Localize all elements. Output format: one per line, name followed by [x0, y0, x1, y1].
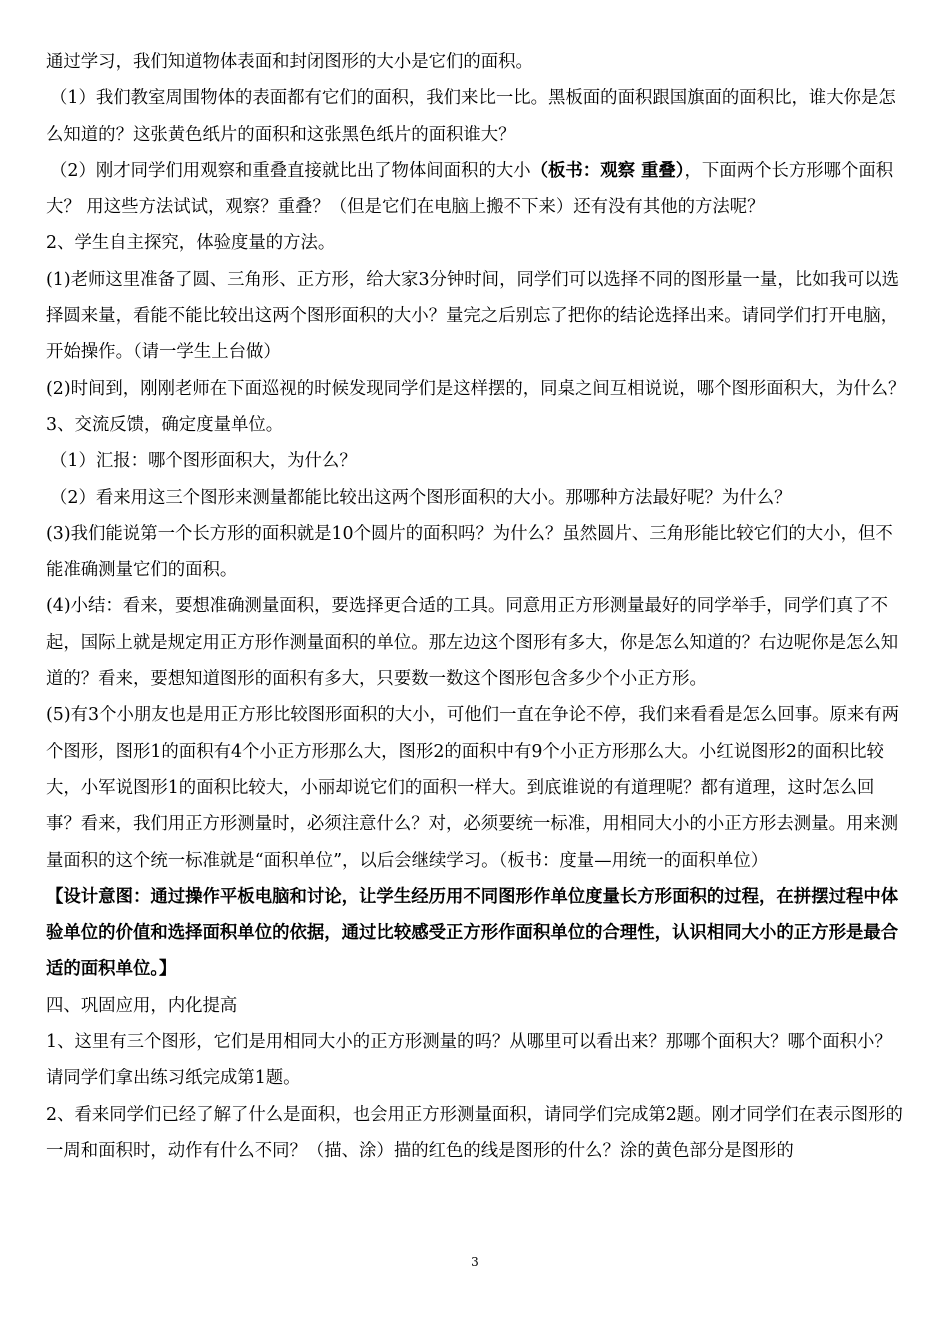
section-heading-apply: 四、巩固应用，内化提高: [46, 995, 238, 1016]
document-body: [46, 44, 908, 1169]
paragraph-step-2-text-c: ，下面两个长方形哪个面积大？ 用这些方法试试，观察？重叠？（但是它们在电脑上搬不下来）还有没有其他的方法呢？: [46, 160, 894, 218]
paragraph-intro: 通过学习，我们知道物体表面和封闭图形的大小是它们的面积。: [46, 52, 533, 72]
paragraph-explore-2: (2)时间到，刚刚老师在下面巡视的时候发现同学们是这样摆的，同桌之间互相说说，哪个图形面积大，为什么？: [46, 378, 906, 399]
section-heading-explore: 2、学生自主探究，体验度量的方法。: [46, 233, 336, 254]
paragraph-feedback-4: (4)小结：看来，要想准确测量面积，要选择更合适的工具。同意用正方形测量最好的同学举手，同学们真了不起，国际上就是规定用正方形作测量面积的单位。那左边这个图形有多大，你是怎么知道的？右边呢你是怎么知道的？看来，要想知道图形的面积有多大，只要数一数这个图形包含多少个小正方形。: [46, 596, 899, 690]
design-intent: 【设计意图：通过操作平板电脑和讨论，让学生经历用不同图形作单位度量长方形面积的过程，在拼摆过程中体验单位的价值和选择面积单位的依据，通过比较感受正方形作面积单位的合理性，认识相同大小的正方形是最合适的面积单位。】: [46, 886, 899, 980]
paragraph-apply-2: 2、看来同学们已经了解了什么是面积，也会用正方形测量面积，请同学们完成第2题。刚才同学们在表示图形的一周和面积时，动作有什么不同？（描、涂）描的红色的线是图形的什么？涂的黄色部分是图形的: [46, 1104, 903, 1161]
paragraph-feedback-3: (3)我们能说第一个长方形的面积就是10个圆片的面积吗？为什么？虽然圆片、三角形能比较它们的大小，但不能准确测量它们的面积。: [46, 523, 893, 581]
paragraph-feedback-2: （2）看来用这三个图形来测量都能比较出这两个图形面积的大小。那哪种方法最好呢？为什么？: [50, 487, 792, 508]
paragraph-feedback-5: (5)有3个小朋友也是用正方形比较图形面积的大小，可他们一直在争论不停，我们来看看是怎么回事。原来有两个图形，图形1的面积有4个小正方形那么大，图形2的面积中有9个小正方形那么大。小红说图形2的面积比较大，小军说图形1的面积比较大，小丽却说它们的面积一样大。到底谁说的有道理呢？都有道理，这时怎么回事？看来，我们用正方形测量时，必须注意什么？对，必须要统一标准，用相同大小的小正方形去测量。用来测量面积的这个统一标准就是“面积单位”，以后会继续学习。（板书：度量—用统一的面积单位）: [46, 705, 900, 871]
paragraph-feedback-1: （1）汇报：哪个图形面积大，为什么？: [50, 451, 357, 472]
paragraph-step-1: （1）我们教室周围物体的表面都有它们的面积，我们来比一比。黑板面的面积跟国旗面的面积比，谁大你是怎么知道的？这张黄色纸片的面积和这张黑色纸片的面积谁大？: [46, 88, 896, 145]
paragraph-apply-1: 1、这里有三个图形，它们是用相同大小的正方形测量的吗？从哪里可以看出来？那哪个面积大？哪个面积小？请同学们拿出练习纸完成第1题。: [46, 1032, 892, 1089]
section-heading-feedback: 3、交流反馈，确定度量单位。: [46, 414, 284, 435]
page-number: 3: [471, 1255, 479, 1269]
paragraph-step-2-text-a: （2）刚才同学们用观察和重叠直接就比出了物体间面积的大小: [50, 160, 531, 181]
board-note: （板书：观察 重叠）: [530, 160, 685, 181]
paragraph-step-2: [46, 153, 908, 226]
paragraph-explore-1: (1)老师这里准备了圆、三角形、正方形，给大家3分钟时间，同学们可以选择不同的图形量一量，比如我可以选择圆来量，看能不能比较出这两个图形面积的大小？量完之后别忘了把你的结论选择出来。请同学们打开电脑，开始操作。（请一学生上台做）: [46, 269, 900, 363]
